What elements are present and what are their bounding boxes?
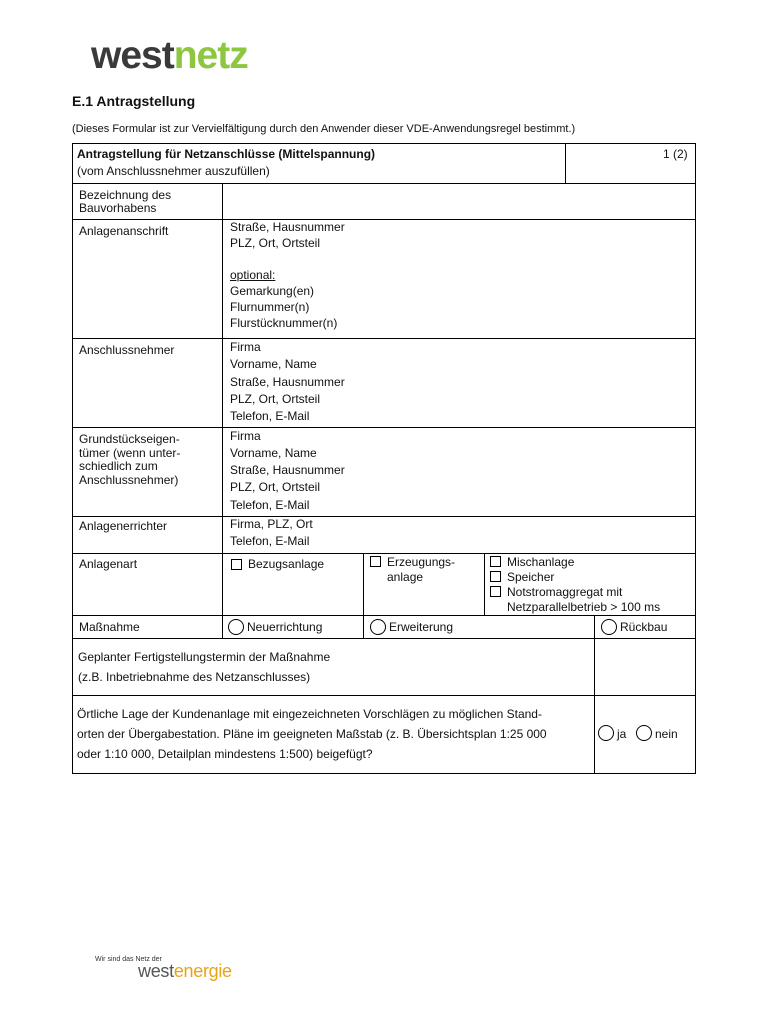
label-eigentuemer-1: Grundstückseigen- [79, 432, 180, 446]
label-mischanlage: Mischanlage [507, 555, 575, 569]
field-plz: PLZ, Ort, Ortsteil [230, 236, 321, 250]
lage-line-1: Örtliche Lage der Kundenanlage mit eingezeichneten Vorschlägen zu möglichen Stand- [77, 707, 542, 721]
checkbox-notstromaggregat[interactable] [490, 586, 501, 597]
termin-input[interactable] [596, 640, 694, 694]
termin-line-2: (z.B. Inbetriebnahme des Netzanschlusses) [78, 670, 311, 684]
field-telefon: Telefon, E-Mail [230, 534, 310, 548]
field-flurstuecknummer: Flurstücknummer(n) [230, 316, 338, 330]
radio-nein[interactable] [636, 725, 652, 741]
field-strasse: Straße, Hausnummer [230, 375, 345, 389]
field-plz: PLZ, Ort, Ortsteil [230, 480, 321, 494]
westenergie-logo [138, 961, 232, 982]
field-firma: Firma [230, 340, 261, 354]
form-subtitle: (vom Anschlussnehmer auszufüllen) [77, 164, 270, 178]
label-neuerrichtung: Neuerrichtung [247, 620, 323, 634]
field-telefon: Telefon, E-Mail [230, 498, 310, 512]
label-bezeichnung-1: Bezeichnung des [79, 188, 172, 202]
form-title: Antragstellung für Netzanschlüsse (Mittelspannung) [77, 147, 376, 161]
label-notstrom-2: Netzparallelbetrieb > 100 ms [507, 600, 661, 614]
label-erzeugungsanlage-2: anlage [387, 570, 424, 584]
label-nein: nein [655, 727, 678, 741]
label-eigentuemer-3: schiedlich zum [79, 459, 158, 473]
label-bezugsanlage: Bezugsanlage [248, 557, 325, 571]
label-notstrom-1: Notstromaggregat mit [507, 585, 623, 599]
label-eigentuemer-2: tümer (wenn unter- [79, 446, 181, 460]
label-massnahme: Maßnahme [79, 620, 140, 634]
lage-line-2: orten der Übergabestation. Pläne im geeigneten Maßstab (z. B. Übersichtsplan 1:25 000 [77, 727, 547, 741]
radio-ja[interactable] [598, 725, 614, 741]
checkbox-erzeugungsanlage[interactable] [370, 556, 381, 567]
field-telefon: Telefon, E-Mail [230, 409, 310, 423]
label-rueckbau: Rückbau [620, 620, 668, 634]
field-name: Vorname, Name [230, 446, 317, 460]
label-ja: ja [617, 727, 627, 741]
field-strasse: Straße, Hausnummer [230, 220, 345, 234]
radio-rueckbau[interactable] [601, 619, 617, 635]
lage-line-3: oder 1:10 000, Detailplan mindestens 1:500) beigefügt? [77, 747, 373, 761]
field-plz: PLZ, Ort, Ortsteil [230, 392, 321, 406]
label-eigentuemer-4: Anschlussnehmer) [79, 473, 179, 487]
checkbox-bezugsanlage[interactable] [231, 559, 242, 570]
radio-erweiterung[interactable] [370, 619, 386, 635]
bauvorhaben-input[interactable] [224, 185, 694, 218]
termin-line-1: Geplanter Fertigstellungstermin der Maßnahme [78, 650, 331, 664]
field-strasse: Straße, Hausnummer [230, 463, 345, 477]
footer-logo-west: west [138, 961, 174, 981]
westnetz-logo [91, 36, 248, 76]
field-name: Vorname, Name [230, 357, 317, 371]
footer-tagline: Wir sind das Netz der [95, 956, 162, 963]
label-anlagenart: Anlagenart [79, 557, 138, 571]
label-erweiterung: Erweiterung [389, 620, 454, 634]
checkbox-mischanlage[interactable] [490, 556, 501, 567]
section-heading: E.1 Antragstellung [72, 93, 196, 109]
field-optional: optional: [230, 268, 276, 282]
field-firma: Firma [230, 429, 261, 443]
field-flurnummer: Flurnummer(n) [230, 300, 310, 314]
copy-note: (Dieses Formular ist zur Vervielfältigung durch den Anwender dieser VDE-Anwendungsregel bestimmt.) [72, 123, 576, 135]
logo-part-netz: netz [173, 34, 248, 77]
label-anlagenanschrift: Anlagenanschrift [79, 224, 169, 238]
logo-part-west: west [91, 34, 174, 77]
field-firma-plz-ort: Firma, PLZ, Ort [230, 517, 313, 531]
checkbox-speicher[interactable] [490, 571, 501, 582]
radio-neuerrichtung[interactable] [228, 619, 244, 635]
field-gemarkung: Gemarkung(en) [230, 284, 315, 298]
label-anschlussnehmer: Anschlussnehmer [79, 343, 175, 357]
label-bezeichnung-2: Bauvorhabens [79, 201, 157, 215]
label-speicher: Speicher [507, 570, 555, 584]
label-anlagenerrichter: Anlagenerrichter [79, 519, 168, 533]
footer-logo-energie: energie [173, 961, 232, 981]
page-number: 1 (2) [663, 147, 688, 161]
label-erzeugungsanlage-1: Erzeugungs- [387, 555, 456, 569]
